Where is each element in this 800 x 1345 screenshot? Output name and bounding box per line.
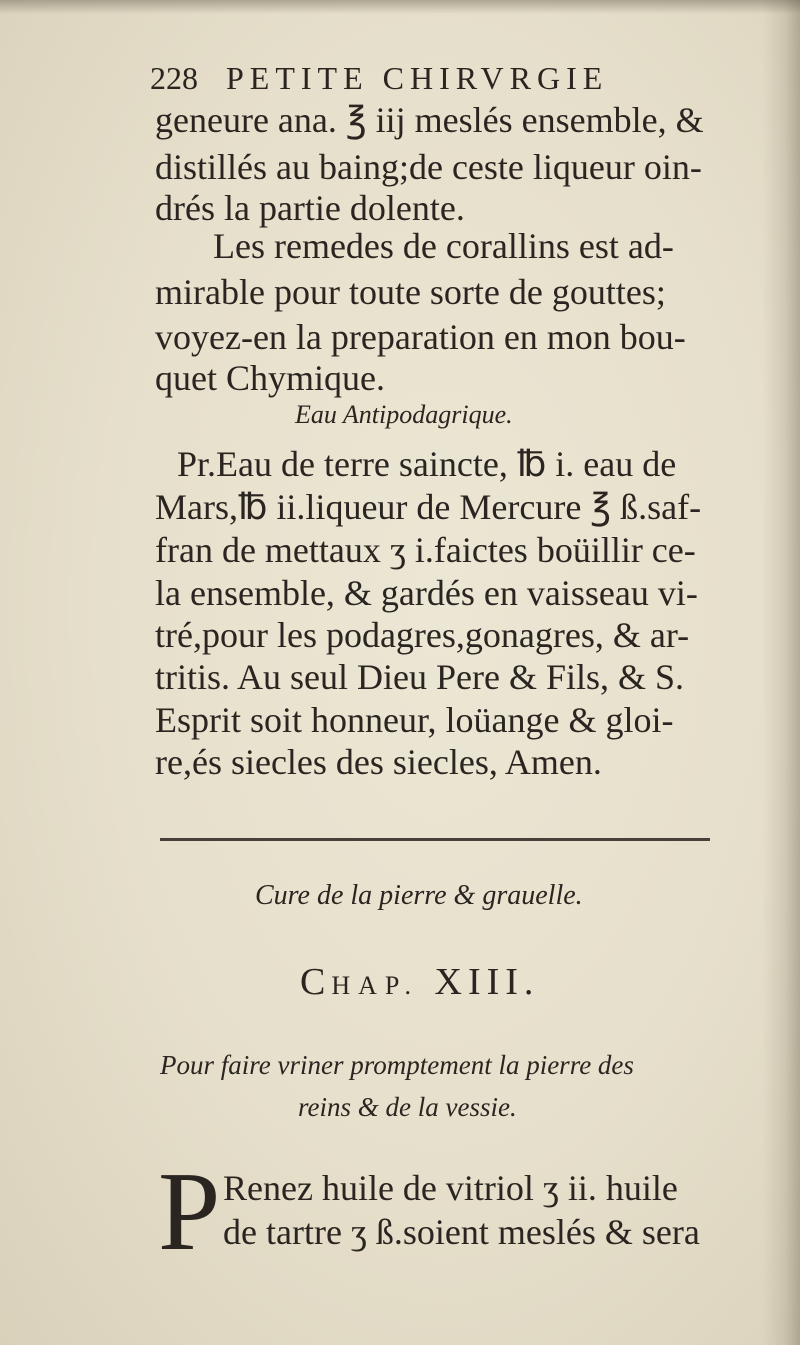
chapter-prefix-rest: HAP. <box>331 971 419 1000</box>
text-line: Pr.Eau de terre saincte, ℔ i. eau de <box>177 444 677 484</box>
text-line: mirable pour toute sorte de gouttes; <box>155 272 666 312</box>
text-line: Mars,℔ ii.liqueur de Mercure ℥ ß.saf- <box>155 487 702 527</box>
text-line: tré,pour les podagres,gonagres, & ar- <box>155 615 690 655</box>
text-line: Renez huile de vitriol ʒ ii. huile <box>223 1168 678 1208</box>
text-line: fran de mettaux ʒ i.faictes boüillir ce- <box>155 530 696 570</box>
text-line: quet Chymique. <box>155 358 385 398</box>
chapter-prefix-initial: C <box>300 961 332 1003</box>
section-title: Eau Antipodagrique. <box>295 400 513 429</box>
text-line: drés la partie dolente. <box>155 188 465 228</box>
running-title: PETITE CHIRVRGIE <box>226 60 609 96</box>
recipe-title-line-2: reins & de la vessie. <box>298 1092 517 1122</box>
drop-cap: P <box>158 1150 221 1274</box>
text-line: tritis. Au seul Dieu Pere & Fils, & S. <box>155 657 685 697</box>
text-line: voyez-en la preparation en mon bou- <box>155 317 686 357</box>
chapter-heading <box>300 960 539 1004</box>
page-top-shadow <box>0 0 800 14</box>
text-line: la ensemble, & gardés en vaisseau vi- <box>155 573 698 613</box>
text-line: Les remedes de corallins est ad- <box>213 226 674 266</box>
text-line: re,és siecles des siecles, Amen. <box>155 742 602 782</box>
text-line: geneure ana. ℥ iij meslés ensemble, & <box>155 100 704 140</box>
text-line: de tartre ʒ ß.soient meslés & sera <box>223 1212 700 1252</box>
cure-title: Cure de la pierre & grauelle. <box>255 880 583 911</box>
text-line: distillés au baing;de ceste liqueur oin- <box>155 147 702 187</box>
page-edge-shadow <box>762 0 800 1345</box>
running-header <box>150 60 670 97</box>
page-number: 228 <box>150 60 198 96</box>
chapter-number: XIII. <box>434 961 540 1003</box>
horizontal-rule <box>160 838 710 841</box>
recipe-title-line-1: Pour faire vriner promptement la pierre des <box>160 1050 634 1080</box>
text-line: Esprit soit honneur, loüange & gloi- <box>155 700 674 740</box>
